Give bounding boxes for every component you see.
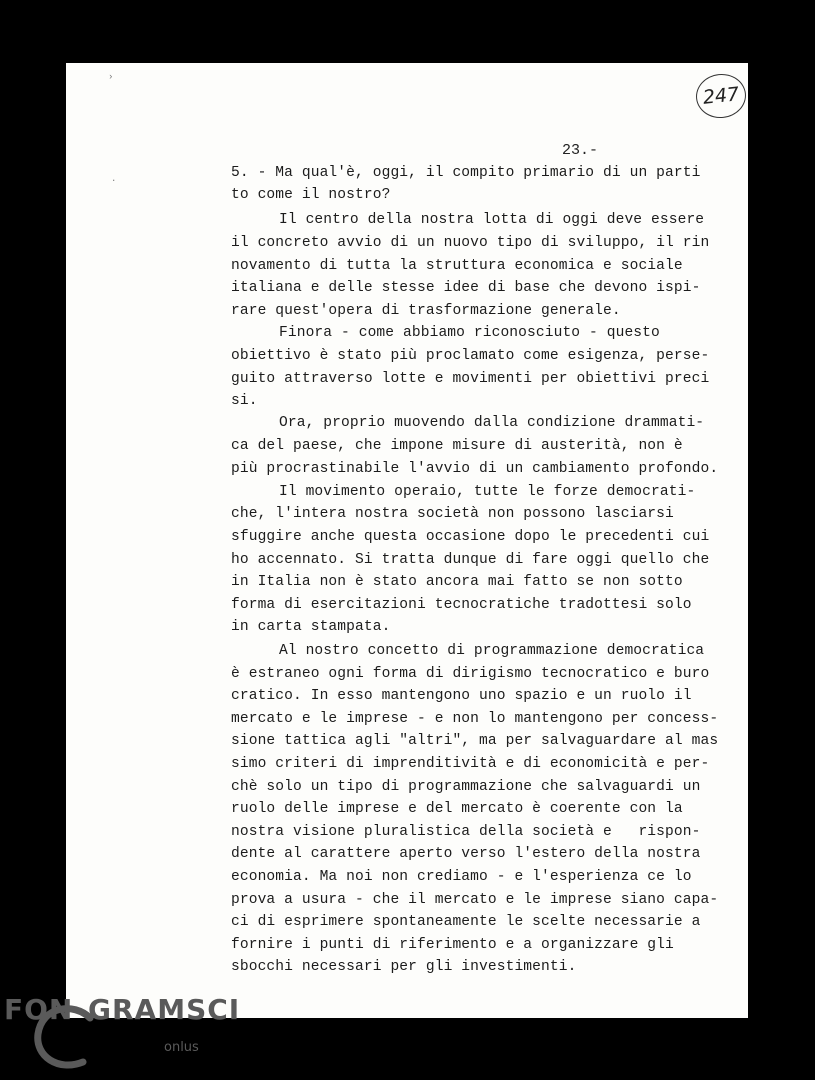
text-line: il concreto avvio di un nuovo tipo di sviluppo, il rin <box>231 235 710 251</box>
text-line: simo criteri di imprenditività e di economicità e per- <box>231 756 710 772</box>
text-line: in carta stampata. <box>231 619 391 635</box>
text-line: Finora - come abbiamo riconosciuto - questo <box>279 325 660 341</box>
text-line: italiana e delle stesse idee di base che devono ispi- <box>231 280 701 296</box>
logo-text-right: GRAMSCI <box>88 993 241 1026</box>
text-line: sione tattica agli "altri", ma per salvaguardare al mas <box>231 733 719 749</box>
text-line: più procrastinabile l'avvio di un cambiamento profondo. <box>231 461 719 477</box>
text-line: ruolo delle imprese e del mercato è coerente con la <box>231 801 683 817</box>
fondazione-gramsci-logo <box>0 990 241 1080</box>
text-line: rare quest'opera di trasformazione generale. <box>231 303 621 319</box>
text-line: chè solo un tipo di programmazione che salvaguardi un <box>231 779 701 795</box>
margin-mark: · <box>111 176 117 186</box>
text-line: nostra visione pluralistica della società e rispon- <box>231 824 701 840</box>
text-line: obiettivo è stato più proclamato come esigenza, perse- <box>231 348 710 364</box>
text-line: fornire i punti di riferimento e a organizzare gli <box>231 937 674 953</box>
text-line: prova a usura - che il mercato e le imprese siano capa- <box>231 892 719 908</box>
logo-subtext: onlus <box>164 1040 199 1055</box>
text-line: si. <box>231 393 258 409</box>
text-line: Il movimento operaio, tutte le forze democrati- <box>279 484 696 500</box>
text-line: ho accennato. Si tratta dunque di fare oggi quello che <box>231 552 710 568</box>
text-line: ca del paese, che impone misure di austerità, non è <box>231 438 683 454</box>
margin-mark: › <box>108 72 114 82</box>
text-line: cratico. In esso mantengono uno spazio e un ruolo il <box>231 688 692 704</box>
text-line: economia. Ma noi non crediamo - e l'esperienza ce lo <box>231 869 692 885</box>
text-line: è estraneo ogni forma di dirigismo tecnocratico e buro <box>231 666 710 682</box>
text-line: to come il nostro? <box>231 187 391 203</box>
text-line: dente al carattere aperto verso l'estero della nostra <box>231 846 701 862</box>
text-line: ci di esprimere spontaneamente le scelte necessarie a <box>231 914 701 930</box>
text-line: Ora, proprio muovendo dalla condizione drammati- <box>279 415 705 431</box>
text-line: sfuggire anche questa occasione dopo le precedenti cui <box>231 529 710 545</box>
page-number: 23.- <box>562 142 599 159</box>
text-line: in Italia non è stato ancora mai fatto se non sotto <box>231 574 683 590</box>
text-line: sbocchi necessari per gli investimenti. <box>231 959 577 975</box>
text-line: forma di esercitazioni tecnocratiche tradottesi solo <box>231 597 692 613</box>
text-line: che, l'intera nostra società non possono lasciarsi <box>231 506 674 522</box>
text-line: novamento di tutta la struttura economica e sociale <box>231 258 683 274</box>
text-line: Al nostro concetto di programmazione democratica <box>279 643 705 659</box>
text-line: Il centro della nostra lotta di oggi deve essere <box>279 212 705 228</box>
archive-stamp-number: 247 <box>694 72 748 121</box>
logo-text-left: FON <box>4 993 74 1026</box>
text-line: mercato e le imprese - e non lo mantengono per concess- <box>231 711 719 727</box>
text-line: 5. - Ma qual'è, oggi, il compito primario di un parti <box>231 165 701 181</box>
text-line: guito attraverso lotte e movimenti per obiettivi preci <box>231 371 710 387</box>
